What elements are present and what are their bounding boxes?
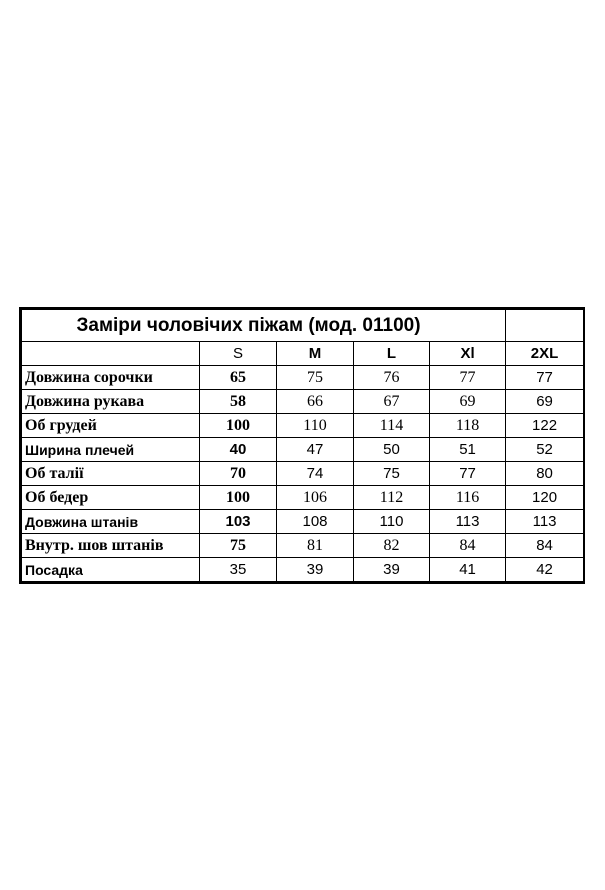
header-row <box>22 342 584 366</box>
value-cell: 118 <box>430 414 506 438</box>
value-cell: 81 <box>277 534 354 558</box>
row-label: Об бедер <box>22 486 200 510</box>
value-cell: 110 <box>354 510 430 534</box>
title-empty-cell <box>506 310 584 342</box>
row-label: Об грудей <box>22 414 200 438</box>
size-header-xl: Xl <box>430 342 506 366</box>
value-cell: 75 <box>354 462 430 486</box>
size-chart-table <box>19 307 585 584</box>
value-cell: 69 <box>506 390 584 414</box>
table-row <box>22 510 584 534</box>
value-cell: 120 <box>506 486 584 510</box>
row-label: Довжина штанів <box>22 510 200 534</box>
value-cell: 58 <box>200 390 277 414</box>
value-cell: 77 <box>430 462 506 486</box>
row-label: Посадка <box>22 558 200 582</box>
value-cell: 113 <box>506 510 584 534</box>
value-cell: 75 <box>277 366 354 390</box>
size-header-l: L <box>354 342 430 366</box>
row-label: Довжина сорочки <box>22 366 200 390</box>
value-cell: 77 <box>506 366 584 390</box>
value-cell: 41 <box>430 558 506 582</box>
value-cell: 52 <box>506 438 584 462</box>
value-cell: 65 <box>200 366 277 390</box>
table-row <box>22 366 584 390</box>
value-cell: 103 <box>200 510 277 534</box>
value-cell: 108 <box>277 510 354 534</box>
header-empty-cell <box>22 342 200 366</box>
table-title: Заміри чоловічих піжам (мод. 01100) <box>22 310 506 342</box>
title-row <box>22 310 584 342</box>
value-cell: 76 <box>354 366 430 390</box>
table-row <box>22 558 584 582</box>
value-cell: 35 <box>200 558 277 582</box>
value-cell: 69 <box>430 390 506 414</box>
value-cell: 47 <box>277 438 354 462</box>
row-label: Ширина плечей <box>22 438 200 462</box>
value-cell: 75 <box>200 534 277 558</box>
value-cell: 114 <box>354 414 430 438</box>
value-cell: 50 <box>354 438 430 462</box>
value-cell: 42 <box>506 558 584 582</box>
table-row <box>22 390 584 414</box>
value-cell: 39 <box>277 558 354 582</box>
value-cell: 74 <box>277 462 354 486</box>
value-cell: 112 <box>354 486 430 510</box>
table-row <box>22 534 584 558</box>
value-cell: 39 <box>354 558 430 582</box>
value-cell: 113 <box>430 510 506 534</box>
value-cell: 80 <box>506 462 584 486</box>
measurements-table <box>21 309 584 582</box>
value-cell: 82 <box>354 534 430 558</box>
value-cell: 66 <box>277 390 354 414</box>
value-cell: 84 <box>506 534 584 558</box>
value-cell: 116 <box>430 486 506 510</box>
value-cell: 51 <box>430 438 506 462</box>
value-cell: 84 <box>430 534 506 558</box>
value-cell: 70 <box>200 462 277 486</box>
value-cell: 67 <box>354 390 430 414</box>
table-row <box>22 486 584 510</box>
table-row <box>22 414 584 438</box>
value-cell: 106 <box>277 486 354 510</box>
value-cell: 100 <box>200 486 277 510</box>
value-cell: 122 <box>506 414 584 438</box>
row-label: Довжина рукава <box>22 390 200 414</box>
row-label: Внутр. шов штанів <box>22 534 200 558</box>
value-cell: 40 <box>200 438 277 462</box>
size-header-2xl: 2XL <box>506 342 584 366</box>
size-header-s: S <box>200 342 277 366</box>
row-label: Об талії <box>22 462 200 486</box>
value-cell: 110 <box>277 414 354 438</box>
value-cell: 100 <box>200 414 277 438</box>
size-header-m: M <box>277 342 354 366</box>
value-cell: 77 <box>430 366 506 390</box>
table-row <box>22 438 584 462</box>
table-row <box>22 462 584 486</box>
